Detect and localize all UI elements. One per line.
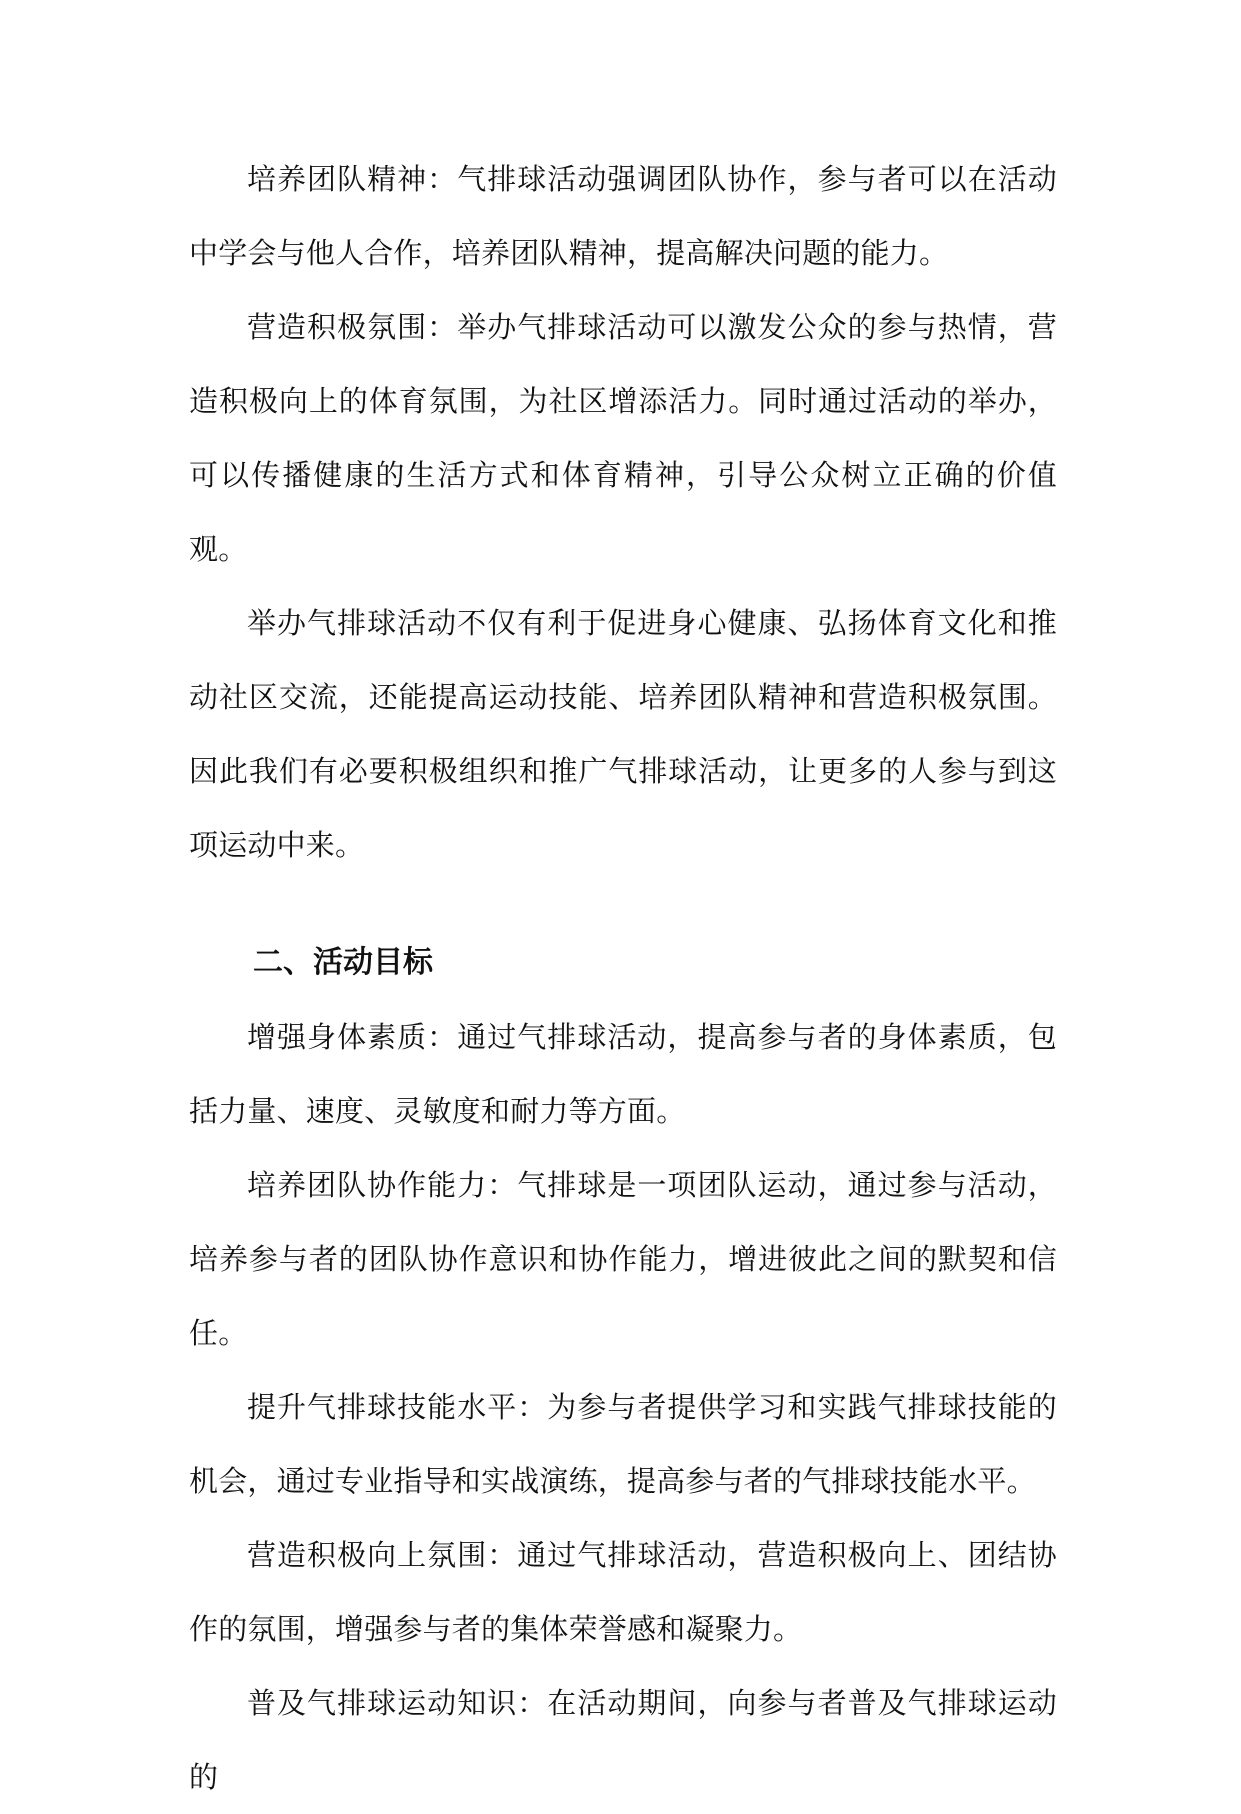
paragraph-positive-atmosphere: 营造积极氛围：举办气排球活动可以激发公众的参与热情，营造积极向上的体育氛围，为社区增添活力。同时通过活动的举办，可以传播健康的生活方式和体育精神，引导公众树立正确的价值观。 [189, 310, 1057, 566]
paragraph-skill-level: 提升气排球技能水平：为参与者提供学习和实践气排球技能的机会，通过专业指导和实战演练，提高参与者的气排球技能水平。 [189, 1390, 1057, 1498]
section-heading-activity-goals: 二、活动目标 [253, 945, 433, 980]
paragraph-positive-atmosphere-goal: 营造积极向上氛围：通过气排球活动，营造积极向上、团结协作的氛围，增强参与者的集体荣誉感和凝聚力。 [189, 1538, 1057, 1646]
paragraph-physical-fitness: 增强身体素质：通过气排球活动，提高参与者的身体素质，包括力量、速度、灵敏度和耐力等方面。 [189, 1020, 1057, 1128]
paragraph-summary: 举办气排球活动不仅有利于促进身心健康、弘扬体育文化和推动社区交流，还能提高运动技能、培养团队精神和营造积极氛围。因此我们有必要积极组织和推广气排球活动，让更多的人参与到这项运动中来。 [189, 606, 1057, 862]
document-body [189, 142, 1057, 1814]
paragraph-team-spirit: 培养团队精神：气排球活动强调团队协作，参与者可以在活动中学会与他人合作，培养团队精神，提高解决问题的能力。 [189, 162, 1057, 270]
paragraph-knowledge-popularization: 普及气排球运动知识：在活动期间，向参与者普及气排球运动的 [189, 1686, 1057, 1794]
paragraph-teamwork-ability: 培养团队协作能力：气排球是一项团队运动，通过参与活动，培养参与者的团队协作意识和协作能力，增进彼此之间的默契和信任。 [189, 1168, 1057, 1350]
